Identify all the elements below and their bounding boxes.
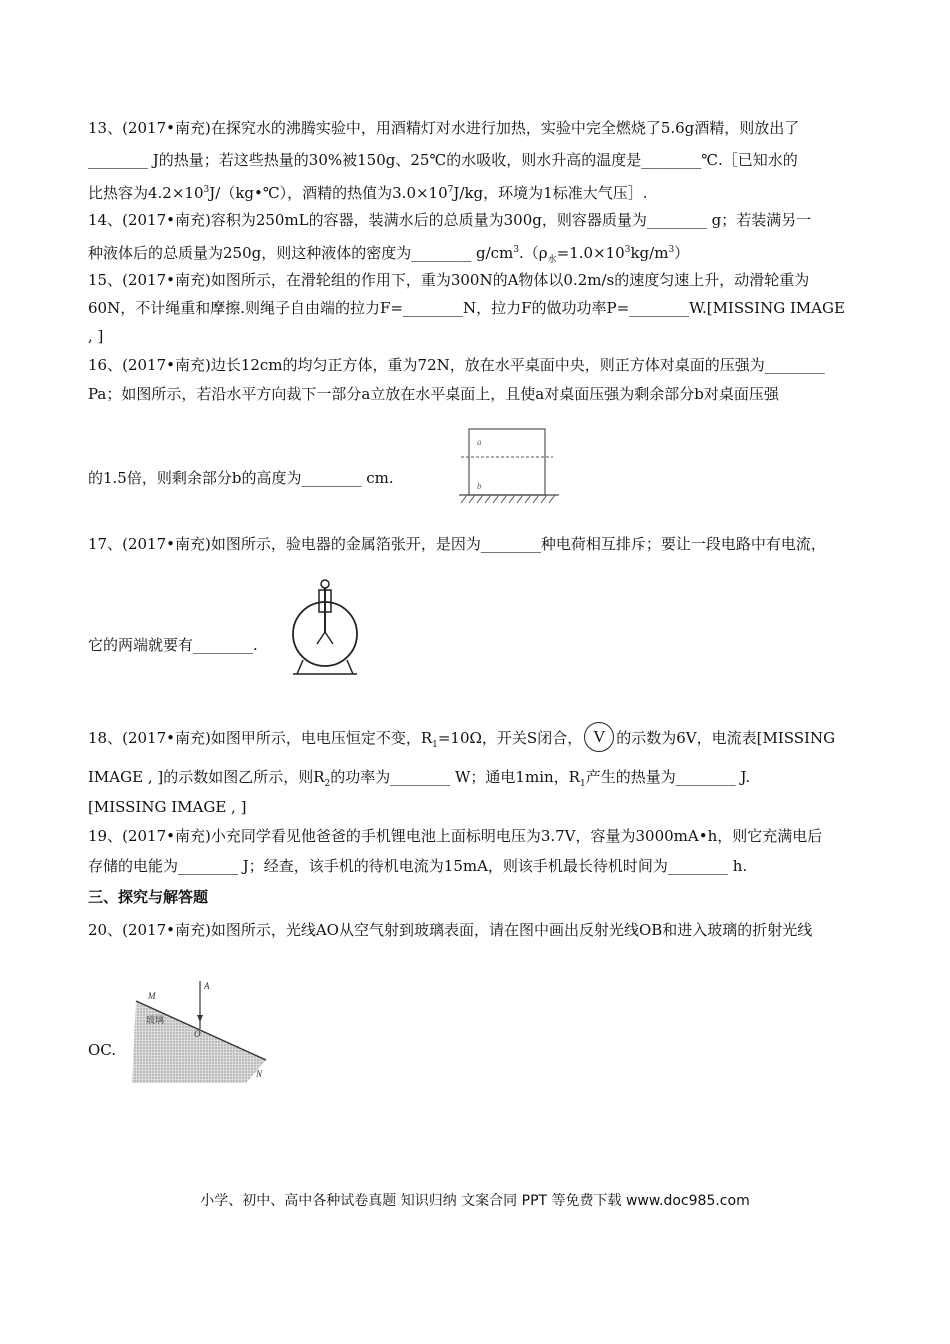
q16-label-b: b xyxy=(477,481,482,491)
q15-line1: 15、(2017•南充)如图所示，在滑轮组的作用下，重为300N的A物体以0.2m/s的速度匀速上升，动滑轮重为 xyxy=(88,271,810,289)
q17-line2: 它的两端就要有________. xyxy=(88,636,258,654)
q14-line1: 14、(2017•南充)容积为250mL的容器，装满水后的总质量为300g，则容器质量为________ g；若装满另一 xyxy=(88,211,812,229)
q18-r1-sub2: 1 xyxy=(579,779,586,789)
q18-r2-sub: 2 xyxy=(324,779,331,789)
q18-line1-c: 的示数为6V，电流表[MISSING xyxy=(616,729,836,747)
q20-label-O: O xyxy=(194,1029,201,1039)
q13-exp1: 3 xyxy=(203,185,210,195)
q13-exp2: 7 xyxy=(447,185,454,195)
q13-line1: 13、(2017•南充)在探究水的沸腾实验中，用酒精灯对水进行加热，实验中完全燃烧了5.6g酒精，则放出了 xyxy=(88,119,800,137)
q18-line1 xyxy=(88,724,835,755)
q14-line2-a: 种液体后的总质量为250g，则这种液体的密度为________ g/cm xyxy=(88,244,514,262)
q14-exp: 3 xyxy=(513,245,520,255)
q20-line1: 20、(2017•南充)如图所示，光线AO从空气射到玻璃表面，请在图中画出反射光线OB和进入玻璃的折射光线 xyxy=(88,921,813,939)
q20-label-glass: 玻璃 xyxy=(146,1016,165,1026)
voltmeter-icon: V xyxy=(584,722,614,752)
q20-label-A: A xyxy=(204,981,210,991)
q16-cube-figure xyxy=(455,425,565,505)
q18-line1-b: =10Ω，开关S闭合， xyxy=(437,729,583,747)
q18-line2 xyxy=(88,767,750,794)
q19-line1: 19、(2017•南充)小充同学看见他爸爸的手机锂电池上面标明电压为3.7V，容量为3000mA•h，则它充满电后 xyxy=(88,827,823,845)
q13-line3-c: J/kg，环境为1标准大气压］. xyxy=(453,184,648,202)
q14-line2-d: kg/m xyxy=(630,244,669,262)
q15-line3: , ] xyxy=(88,327,104,345)
q13-line3-b: J/（kg•℃），酒精的热值为3.0×10 xyxy=(209,184,448,202)
q18-r1-sub: 1 xyxy=(432,740,438,750)
q18-line2-a: IMAGE , ]的示数如图乙所示，则R xyxy=(88,768,325,786)
q20-glass-figure xyxy=(128,975,273,1087)
q13-line3 xyxy=(88,180,647,203)
section-heading: 三、探究与解答题 xyxy=(88,888,209,906)
q20-label-N: N xyxy=(256,1069,263,1079)
q17-electroscope-figure xyxy=(285,578,365,680)
q18-line2-c: 产生的热量为________ J. xyxy=(585,768,751,786)
q17-line1: 17、(2017•南充)如图所示，验电器的金属箔张开，是因为________种电荷相互排斥；要让一段电路中有电流， xyxy=(88,535,826,553)
q14-sub-water: 水 xyxy=(547,255,557,265)
page-footer: 小学、初中、高中各种试卷真题 知识归纳 文案合同 PPT 等免费下载 www.doc985.com xyxy=(200,1193,750,1209)
q16-line1: 16、(2017•南充)边长12cm的均匀正方体，重为72N，放在水平桌面中央，则正方体对桌面的压强为________ xyxy=(88,356,825,374)
q20-line2: OC. xyxy=(88,1041,117,1059)
q16-label-a: a xyxy=(477,437,482,447)
q18-line3: [MISSING IMAGE , ] xyxy=(88,798,247,816)
q16-line3: 的1.5倍，则剩余部分b的高度为________ cm. xyxy=(88,469,394,487)
q14-exp2: 3 xyxy=(624,245,631,255)
q18-line2-b: 的功率为________ W；通电1min，R xyxy=(330,768,580,786)
q14-line2-b: .（ρ xyxy=(519,244,548,262)
q20-label-M: M xyxy=(148,991,156,1001)
q16-line2: Pa；如图所示，若沿水平方向裁下一部分a立放在水平桌面上，且使a对桌面压强为剩余部分b对桌面压强 xyxy=(88,385,779,403)
q19-line2: 存储的电能为________ J；经查，该手机的待机电流为15mA，则该手机最长待机时间为________ h. xyxy=(88,857,748,875)
q13-line2: ________ J的热量；若这些热量的30%被150g、25℃的水吸收，则水升高的温度是________℃.［已知水的 xyxy=(88,151,798,169)
q14-line2 xyxy=(88,240,689,270)
q14-line2-c: =1.0×10 xyxy=(556,244,625,262)
q14-line2-e: ） xyxy=(674,244,690,262)
q13-line3-a: 比热容为4.2×10 xyxy=(88,184,204,202)
q15-line2: 60N，不计绳重和摩擦.则绳子自由端的拉力F=________N，拉力F的做功功率P=________W.[MISSING IMAGE xyxy=(88,299,845,317)
q14-exp3: 3 xyxy=(668,245,675,255)
q18-line1-a: 18、(2017•南充)如图甲所示，电电压恒定不变，R xyxy=(88,729,433,747)
